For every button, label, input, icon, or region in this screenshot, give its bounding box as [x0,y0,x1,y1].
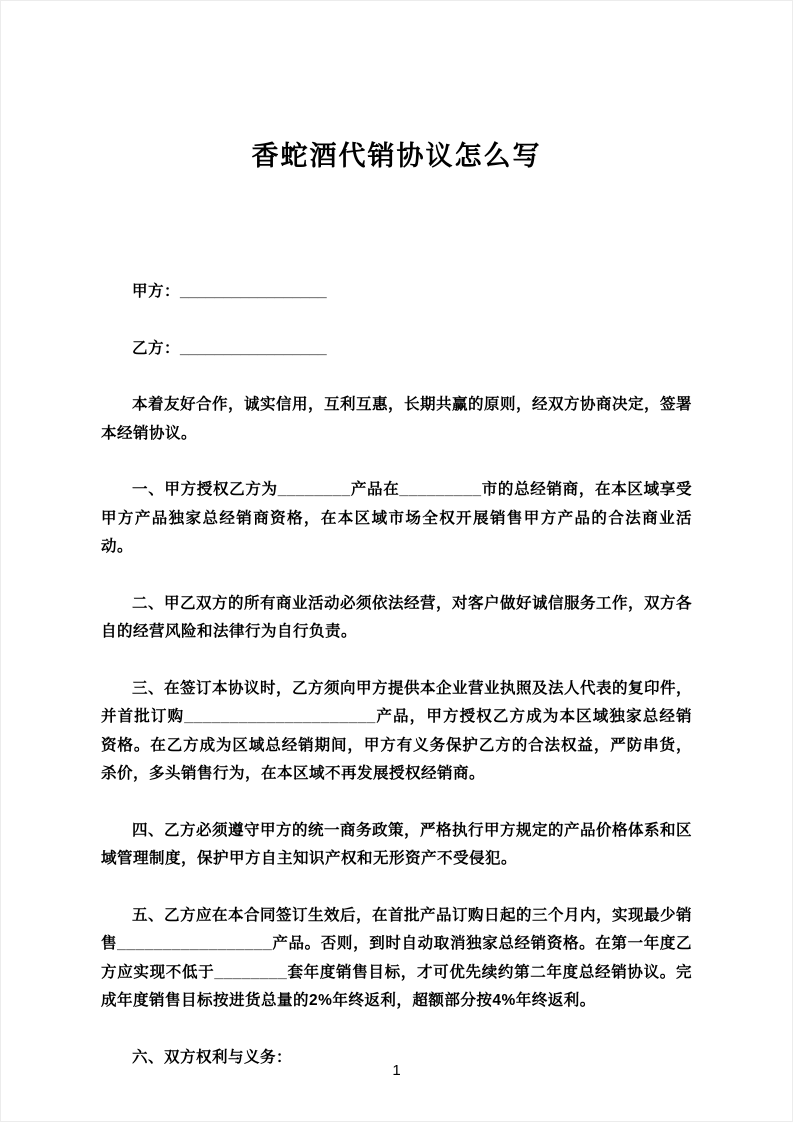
party-b-blank-field: _________________ [180,340,327,357]
paragraph-preamble: 本着友好合作，诚实信用，互利互惠，长期共赢的原则，经双方协商决定，签署本经销协议。 [101,396,693,442]
paragraph-clause-3: 三、在签订本协议时，乙方须向甲方提供本企业营业执照及法人代表的复印件，并首批订购_____________________产品，甲方授权乙方成为本区域独家总经销资格。在乙方成为区域总经销期间，甲方有义务保护乙方的合法权益，严防串货，杀价，多头销售行为，在本区域不再发展授权经销商。 [101,679,693,782]
party-b-label: 乙方： [132,340,181,357]
paragraph-clause-2: 二、甲乙双方的所有商业活动必须依法经营，对客户做好诚信服务工作，双方各自的经营风险和法律行为自行负责。 [101,594,693,640]
paragraph-clause-1: 一、甲方授权乙方为________产品在_________市的总经销商，在本区域享受甲方产品独家总经销商资格，在本区域市场全权开展销售甲方产品的合法商业活动。 [101,481,692,555]
page-number: 1 [392,1062,401,1079]
paragraph-clause-4: 四、乙方必须遵守甲方的统一商务政策，严格执行甲方规定的产品价格体系和区域管理制度，保护甲方自主知识产权和无形资产不受侵犯。 [101,821,693,867]
party-a-label: 甲方： [132,283,181,300]
party-b-line [101,334,692,363]
paragraph-clause-5: 五、乙方应在本合同签订生效后，在首批产品订购日起的三个月内，实现最少销售_________________产品。否则，到时自动取消独家总经销资格。在第一年度乙方应实现不低于________套年度销售目标，才可优先续约第二年度总经销协议。完成年度销售目标按进货总量的2%年终返利，超额部分按4%年终返利。 [101,906,693,1009]
party-a-line [101,277,692,306]
party-a-blank-field: _________________ [180,283,327,300]
paragraph-clause-6-heading: 六、双方权利与义务： [132,1048,293,1066]
document-title: 香蛇酒代销协议怎么写 [251,141,542,171]
